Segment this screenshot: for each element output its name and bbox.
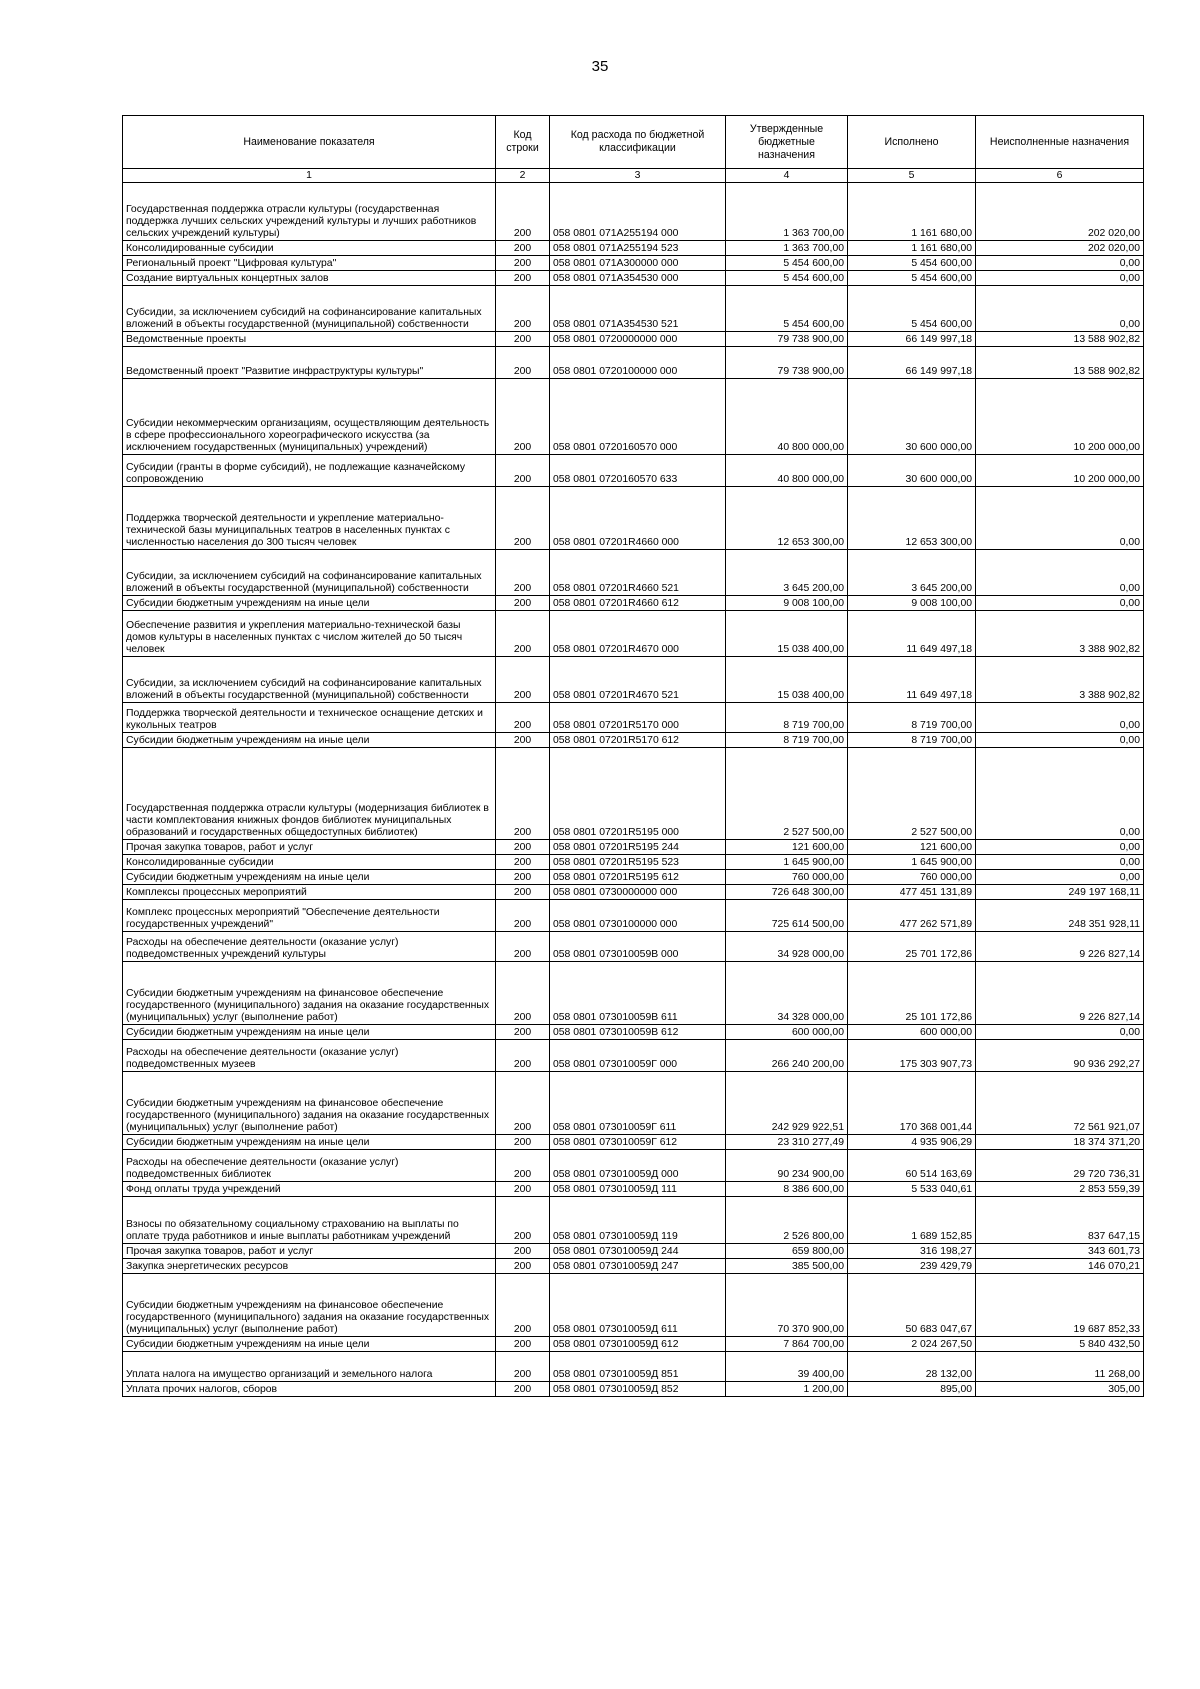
row-unexecuted: 2 853 559,39 <box>976 1182 1144 1197</box>
row-classification: 058 0801 073010059Д 111 <box>550 1182 726 1197</box>
row-code: 200 <box>496 241 550 256</box>
row-name: Ведомственные проекты <box>123 332 496 347</box>
row-approved: 34 328 000,00 <box>726 962 848 1025</box>
row-name: Государственная поддержка отрасли культуры (государственная поддержка лучших сельских учреждений культуры и лучших работников сельских учреждений культуры) <box>123 183 496 241</box>
table-row <box>123 1382 1144 1397</box>
row-unexecuted: 0,00 <box>976 870 1144 885</box>
row-approved: 23 310 277,49 <box>726 1135 848 1150</box>
row-executed: 3 645 200,00 <box>848 550 976 596</box>
row-unexecuted: 146 070,21 <box>976 1259 1144 1274</box>
row-classification: 058 0801 07201R5170 000 <box>550 703 726 733</box>
table-row <box>123 455 1144 487</box>
table-row <box>123 1197 1144 1244</box>
row-name: Взносы по обязательному социальному страхованию на выплаты по оплате труда работников и иные выплаты работникам учреждений <box>123 1197 496 1244</box>
row-name: Субсидии, за исключением субсидий на софинансирование капитальных вложений в объекты государственной (муниципальной) собственности <box>123 286 496 332</box>
row-unexecuted: 13 588 902,82 <box>976 332 1144 347</box>
row-code: 200 <box>496 611 550 657</box>
row-classification: 058 0801 073010059Д 119 <box>550 1197 726 1244</box>
row-code: 200 <box>496 1259 550 1274</box>
row-classification: 058 0801 07201R4670 521 <box>550 657 726 703</box>
row-classification: 058 0801 073010059В 000 <box>550 932 726 962</box>
row-name: Фонд оплаты труда учреждений <box>123 1182 496 1197</box>
header-code: Код строки <box>496 116 550 169</box>
row-executed: 25 101 172,86 <box>848 962 976 1025</box>
row-classification: 058 0801 073010059Д 611 <box>550 1274 726 1337</box>
row-approved: 79 738 900,00 <box>726 332 848 347</box>
row-approved: 39 400,00 <box>726 1352 848 1382</box>
row-approved: 121 600,00 <box>726 840 848 855</box>
row-approved: 385 500,00 <box>726 1259 848 1274</box>
row-name: Субсидии, за исключением субсидий на софинансирование капитальных вложений в объекты государственной (муниципальной) собственности <box>123 657 496 703</box>
row-executed: 9 008 100,00 <box>848 596 976 611</box>
col-number: 2 <box>496 169 550 183</box>
row-classification: 058 0801 073010059Д 612 <box>550 1337 726 1352</box>
header-classification: Код расхода по бюджетной классификации <box>550 116 726 169</box>
row-name: Ведомственный проект "Развитие инфраструктуры культуры" <box>123 347 496 379</box>
row-executed: 477 451 131,89 <box>848 885 976 900</box>
row-classification: 058 0801 073010059Г 000 <box>550 1040 726 1072</box>
row-name: Субсидии бюджетным учреждениям на финансовое обеспечение государственного (муниципального) задания на оказание государственных (муниципальных) услуг (выполнение работ) <box>123 1274 496 1337</box>
row-unexecuted: 10 200 000,00 <box>976 379 1144 455</box>
row-approved: 2 526 800,00 <box>726 1197 848 1244</box>
row-classification: 058 0801 0730000000 000 <box>550 885 726 900</box>
row-code: 200 <box>496 1072 550 1135</box>
row-unexecuted: 0,00 <box>976 748 1144 840</box>
row-executed: 5 454 600,00 <box>848 256 976 271</box>
row-unexecuted: 837 647,15 <box>976 1197 1144 1244</box>
row-classification: 058 0801 073010059Г 611 <box>550 1072 726 1135</box>
row-executed: 60 514 163,69 <box>848 1150 976 1182</box>
row-name: Субсидии бюджетным учреждениям на иные цели <box>123 733 496 748</box>
row-approved: 40 800 000,00 <box>726 455 848 487</box>
row-approved: 760 000,00 <box>726 870 848 885</box>
row-unexecuted: 0,00 <box>976 286 1144 332</box>
row-unexecuted: 18 374 371,20 <box>976 1135 1144 1150</box>
table-row <box>123 1274 1144 1337</box>
row-name: Закупка энергетических ресурсов <box>123 1259 496 1274</box>
row-approved: 70 370 900,00 <box>726 1274 848 1337</box>
row-name: Расходы на обеспечение деятельности (оказание услуг) подведомственных библиотек <box>123 1150 496 1182</box>
row-unexecuted: 343 601,73 <box>976 1244 1144 1259</box>
row-classification: 058 0801 073010059Г 612 <box>550 1135 726 1150</box>
row-code: 200 <box>496 900 550 932</box>
row-unexecuted: 90 936 292,27 <box>976 1040 1144 1072</box>
row-executed: 11 649 497,18 <box>848 657 976 703</box>
row-approved: 600 000,00 <box>726 1025 848 1040</box>
row-approved: 34 928 000,00 <box>726 932 848 962</box>
row-name: Субсидии некоммерческим организациям, осуществляющим деятельность в сфере профессионального хореографического искусства (за исключением государственных (муниципальных) учреждений) <box>123 379 496 455</box>
row-classification: 058 0801 073010059В 612 <box>550 1025 726 1040</box>
row-name: Субсидии, за исключением субсидий на софинансирование капитальных вложений в объекты государственной (муниципальной) собственности <box>123 550 496 596</box>
column-number-row <box>123 169 1144 183</box>
row-name: Субсидии бюджетным учреждениям на финансовое обеспечение государственного (муниципального) задания на оказание государственных (муниципальных) услуг (выполнение работ) <box>123 962 496 1025</box>
row-code: 200 <box>496 870 550 885</box>
table-row <box>123 1352 1144 1382</box>
row-executed: 316 198,27 <box>848 1244 976 1259</box>
row-code: 200 <box>496 1382 550 1397</box>
row-classification: 058 0801 071A300000 000 <box>550 256 726 271</box>
row-classification: 058 0801 0720160570 000 <box>550 379 726 455</box>
row-unexecuted: 0,00 <box>976 550 1144 596</box>
table-row <box>123 1244 1144 1259</box>
row-approved: 12 653 300,00 <box>726 487 848 550</box>
row-unexecuted: 0,00 <box>976 256 1144 271</box>
row-name: Прочая закупка товаров, работ и услуг <box>123 1244 496 1259</box>
row-code: 200 <box>496 840 550 855</box>
row-classification: 058 0801 0720100000 000 <box>550 347 726 379</box>
row-approved: 5 454 600,00 <box>726 286 848 332</box>
row-name: Поддержка творческой деятельности и техническое оснащение детских и кукольных театров <box>123 703 496 733</box>
row-executed: 5 454 600,00 <box>848 271 976 286</box>
row-name: Субсидии бюджетным учреждениям на финансовое обеспечение государственного (муниципального) задания на оказание государственных (муниципальных) услуг (выполнение работ) <box>123 1072 496 1135</box>
row-code: 200 <box>496 1337 550 1352</box>
table-row <box>123 1182 1144 1197</box>
row-unexecuted: 10 200 000,00 <box>976 455 1144 487</box>
row-executed: 1 645 900,00 <box>848 855 976 870</box>
row-unexecuted: 0,00 <box>976 596 1144 611</box>
row-approved: 726 648 300,00 <box>726 885 848 900</box>
row-unexecuted: 0,00 <box>976 1025 1144 1040</box>
row-unexecuted: 0,00 <box>976 703 1144 733</box>
table-row <box>123 487 1144 550</box>
row-code: 200 <box>496 1197 550 1244</box>
table-row <box>123 748 1144 840</box>
row-approved: 1 645 900,00 <box>726 855 848 870</box>
row-unexecuted: 72 561 921,07 <box>976 1072 1144 1135</box>
table-row <box>123 855 1144 870</box>
row-name: Субсидии бюджетным учреждениям на иные цели <box>123 1025 496 1040</box>
row-approved: 659 800,00 <box>726 1244 848 1259</box>
row-classification: 058 0801 071A255194 000 <box>550 183 726 241</box>
row-unexecuted: 9 226 827,14 <box>976 932 1144 962</box>
row-name: Расходы на обеспечение деятельности (оказание услуг) подведомственных музеев <box>123 1040 496 1072</box>
table-row <box>123 870 1144 885</box>
row-executed: 50 683 047,67 <box>848 1274 976 1337</box>
row-name: Создание виртуальных концертных залов <box>123 271 496 286</box>
col-number: 4 <box>726 169 848 183</box>
row-unexecuted: 13 588 902,82 <box>976 347 1144 379</box>
row-approved: 5 454 600,00 <box>726 256 848 271</box>
row-executed: 1 161 680,00 <box>848 241 976 256</box>
header-unexecuted: Неисполненные назначения <box>976 116 1144 169</box>
row-approved: 242 929 922,51 <box>726 1072 848 1135</box>
row-unexecuted: 29 720 736,31 <box>976 1150 1144 1182</box>
table-row <box>123 1259 1144 1274</box>
page-number: 35 <box>591 58 609 75</box>
row-unexecuted: 11 268,00 <box>976 1352 1144 1382</box>
row-classification: 058 0801 073010059Д 852 <box>550 1382 726 1397</box>
row-code: 200 <box>496 379 550 455</box>
row-classification: 058 0801 07201R5195 612 <box>550 870 726 885</box>
row-approved: 15 038 400,00 <box>726 611 848 657</box>
row-approved: 3 645 200,00 <box>726 550 848 596</box>
row-executed: 25 701 172,86 <box>848 932 976 962</box>
table-row <box>123 332 1144 347</box>
row-unexecuted: 0,00 <box>976 733 1144 748</box>
row-code: 200 <box>496 1244 550 1259</box>
row-executed: 600 000,00 <box>848 1025 976 1040</box>
row-code: 200 <box>496 183 550 241</box>
row-executed: 66 149 997,18 <box>848 347 976 379</box>
row-name: Субсидии (гранты в форме субсидий), не подлежащие казначейскому сопровождению <box>123 455 496 487</box>
table-row <box>123 1040 1144 1072</box>
row-executed: 30 600 000,00 <box>848 379 976 455</box>
row-approved: 5 454 600,00 <box>726 271 848 286</box>
row-code: 200 <box>496 885 550 900</box>
table-row <box>123 962 1144 1025</box>
row-approved: 7 864 700,00 <box>726 1337 848 1352</box>
row-code: 200 <box>496 932 550 962</box>
table-row <box>123 885 1144 900</box>
table-row <box>123 596 1144 611</box>
row-executed: 175 303 907,73 <box>848 1040 976 1072</box>
row-name: Комплекс процессных мероприятий "Обеспечение деятельности государственных учреждений" <box>123 900 496 932</box>
row-classification: 058 0801 07201R4670 000 <box>550 611 726 657</box>
row-executed: 11 649 497,18 <box>848 611 976 657</box>
row-approved: 2 527 500,00 <box>726 748 848 840</box>
table-row <box>123 703 1144 733</box>
row-approved: 40 800 000,00 <box>726 379 848 455</box>
row-approved: 79 738 900,00 <box>726 347 848 379</box>
row-executed: 121 600,00 <box>848 840 976 855</box>
header-row <box>123 116 1144 169</box>
row-approved: 8 719 700,00 <box>726 703 848 733</box>
row-executed: 66 149 997,18 <box>848 332 976 347</box>
table-row <box>123 286 1144 332</box>
row-unexecuted: 0,00 <box>976 840 1144 855</box>
row-code: 200 <box>496 1274 550 1337</box>
row-unexecuted: 19 687 852,33 <box>976 1274 1144 1337</box>
row-unexecuted: 0,00 <box>976 855 1144 870</box>
table-row <box>123 241 1144 256</box>
row-code: 200 <box>496 855 550 870</box>
row-executed: 2 024 267,50 <box>848 1337 976 1352</box>
row-code: 200 <box>496 657 550 703</box>
row-executed: 760 000,00 <box>848 870 976 885</box>
row-unexecuted: 249 197 168,11 <box>976 885 1144 900</box>
table-row <box>123 183 1144 241</box>
row-classification: 058 0801 07201R4660 521 <box>550 550 726 596</box>
row-classification: 058 0801 073010059Д 000 <box>550 1150 726 1182</box>
row-code: 200 <box>496 703 550 733</box>
row-unexecuted: 3 388 902,82 <box>976 611 1144 657</box>
row-executed: 239 429,79 <box>848 1259 976 1274</box>
row-code: 200 <box>496 596 550 611</box>
table-row <box>123 733 1144 748</box>
budget-execution-table <box>122 115 1144 1397</box>
header-name: Наименование показателя <box>123 116 496 169</box>
row-classification: 058 0801 073010059В 611 <box>550 962 726 1025</box>
row-approved: 725 614 500,00 <box>726 900 848 932</box>
row-classification: 058 0801 07201R4660 000 <box>550 487 726 550</box>
row-classification: 058 0801 073010059Д 247 <box>550 1259 726 1274</box>
header-executed: Исполнено <box>848 116 976 169</box>
row-code: 200 <box>496 332 550 347</box>
col-number: 6 <box>976 169 1144 183</box>
table-row <box>123 1337 1144 1352</box>
row-classification: 058 0801 071A354530 000 <box>550 271 726 286</box>
table-row <box>123 1025 1144 1040</box>
row-classification: 058 0801 07201R5195 000 <box>550 748 726 840</box>
row-unexecuted: 202 020,00 <box>976 241 1144 256</box>
row-classification: 058 0801 07201R5195 523 <box>550 855 726 870</box>
table-row <box>123 379 1144 455</box>
row-unexecuted: 248 351 928,11 <box>976 900 1144 932</box>
row-approved: 1 363 700,00 <box>726 241 848 256</box>
table-row <box>123 932 1144 962</box>
row-name: Комплексы процессных мероприятий <box>123 885 496 900</box>
row-name: Региональный проект "Цифровая культура" <box>123 256 496 271</box>
row-executed: 1 689 152,85 <box>848 1197 976 1244</box>
row-classification: 058 0801 0720000000 000 <box>550 332 726 347</box>
row-code: 200 <box>496 1135 550 1150</box>
row-executed: 170 368 001,44 <box>848 1072 976 1135</box>
row-executed: 5 454 600,00 <box>848 286 976 332</box>
row-name: Субсидии бюджетным учреждениям на иные цели <box>123 1135 496 1150</box>
row-unexecuted: 305,00 <box>976 1382 1144 1397</box>
row-unexecuted: 0,00 <box>976 271 1144 286</box>
row-approved: 1 363 700,00 <box>726 183 848 241</box>
table-row <box>123 256 1144 271</box>
col-number: 3 <box>550 169 726 183</box>
row-name: Расходы на обеспечение деятельности (оказание услуг) подведомственных учреждений культуры <box>123 932 496 962</box>
table-row <box>123 1072 1144 1135</box>
row-classification: 058 0801 071A255194 523 <box>550 241 726 256</box>
table-row <box>123 900 1144 932</box>
row-classification: 058 0801 07201R5195 244 <box>550 840 726 855</box>
row-classification: 058 0801 071A354530 521 <box>550 286 726 332</box>
row-executed: 12 653 300,00 <box>848 487 976 550</box>
row-code: 200 <box>496 256 550 271</box>
row-unexecuted: 3 388 902,82 <box>976 657 1144 703</box>
row-name: Прочая закупка товаров, работ и услуг <box>123 840 496 855</box>
row-name: Консолидированные субсидии <box>123 855 496 870</box>
table-row <box>123 1150 1144 1182</box>
table-row <box>123 347 1144 379</box>
row-code: 200 <box>496 550 550 596</box>
row-approved: 8 719 700,00 <box>726 733 848 748</box>
row-code: 200 <box>496 286 550 332</box>
row-approved: 1 200,00 <box>726 1382 848 1397</box>
row-code: 200 <box>496 962 550 1025</box>
row-executed: 8 719 700,00 <box>848 733 976 748</box>
row-code: 200 <box>496 271 550 286</box>
row-classification: 058 0801 073010059Д 851 <box>550 1352 726 1382</box>
row-executed: 2 527 500,00 <box>848 748 976 840</box>
row-unexecuted: 0,00 <box>976 487 1144 550</box>
row-code: 200 <box>496 487 550 550</box>
table-row <box>123 840 1144 855</box>
row-code: 200 <box>496 347 550 379</box>
row-classification: 058 0801 0720160570 633 <box>550 455 726 487</box>
row-name: Государственная поддержка отрасли культуры (модернизация библиотек в части комплектования книжных фондов библиотек муниципальных образований и государственных общедоступных библиотек) <box>123 748 496 840</box>
header-approved: Утвержденные бюджетные назначения <box>726 116 848 169</box>
table-body <box>123 183 1144 1397</box>
row-code: 200 <box>496 455 550 487</box>
row-approved: 90 234 900,00 <box>726 1150 848 1182</box>
row-name: Уплата налога на имущество организаций и земельного налога <box>123 1352 496 1382</box>
row-approved: 9 008 100,00 <box>726 596 848 611</box>
row-code: 200 <box>496 1025 550 1040</box>
table-row <box>123 550 1144 596</box>
row-unexecuted: 202 020,00 <box>976 183 1144 241</box>
row-code: 200 <box>496 1352 550 1382</box>
row-code: 200 <box>496 748 550 840</box>
row-executed: 5 533 040,61 <box>848 1182 976 1197</box>
row-executed: 8 719 700,00 <box>848 703 976 733</box>
row-classification: 058 0801 07201R5170 612 <box>550 733 726 748</box>
row-name: Субсидии бюджетным учреждениям на иные цели <box>123 1337 496 1352</box>
table-row <box>123 271 1144 286</box>
row-code: 200 <box>496 1150 550 1182</box>
row-approved: 8 386 600,00 <box>726 1182 848 1197</box>
row-approved: 15 038 400,00 <box>726 657 848 703</box>
row-unexecuted: 9 226 827,14 <box>976 962 1144 1025</box>
row-executed: 1 161 680,00 <box>848 183 976 241</box>
row-classification: 058 0801 07201R4660 612 <box>550 596 726 611</box>
row-classification: 058 0801 073010059Д 244 <box>550 1244 726 1259</box>
row-executed: 30 600 000,00 <box>848 455 976 487</box>
row-classification: 058 0801 0730100000 000 <box>550 900 726 932</box>
row-name: Субсидии бюджетным учреждениям на иные цели <box>123 870 496 885</box>
table-row <box>123 611 1144 657</box>
row-name: Обеспечение развития и укрепления материально-технической базы домов культуры в населенных пунктах с числом жителей до 50 тысяч человек <box>123 611 496 657</box>
row-name: Субсидии бюджетным учреждениям на иные цели <box>123 596 496 611</box>
table-row <box>123 1135 1144 1150</box>
row-code: 200 <box>496 733 550 748</box>
col-number: 1 <box>123 169 496 183</box>
row-executed: 28 132,00 <box>848 1352 976 1382</box>
row-executed: 4 935 906,29 <box>848 1135 976 1150</box>
row-executed: 477 262 571,89 <box>848 900 976 932</box>
row-code: 200 <box>496 1040 550 1072</box>
row-name: Уплата прочих налогов, сборов <box>123 1382 496 1397</box>
col-number: 5 <box>848 169 976 183</box>
row-code: 200 <box>496 1182 550 1197</box>
row-unexecuted: 5 840 432,50 <box>976 1337 1144 1352</box>
table-row <box>123 657 1144 703</box>
row-executed: 895,00 <box>848 1382 976 1397</box>
row-name: Консолидированные субсидии <box>123 241 496 256</box>
row-approved: 266 240 200,00 <box>726 1040 848 1072</box>
row-name: Поддержка творческой деятельности и укрепление материально-технической базы муниципальных театров в населенных пунктах с численностью населения до 300 тысяч человек <box>123 487 496 550</box>
